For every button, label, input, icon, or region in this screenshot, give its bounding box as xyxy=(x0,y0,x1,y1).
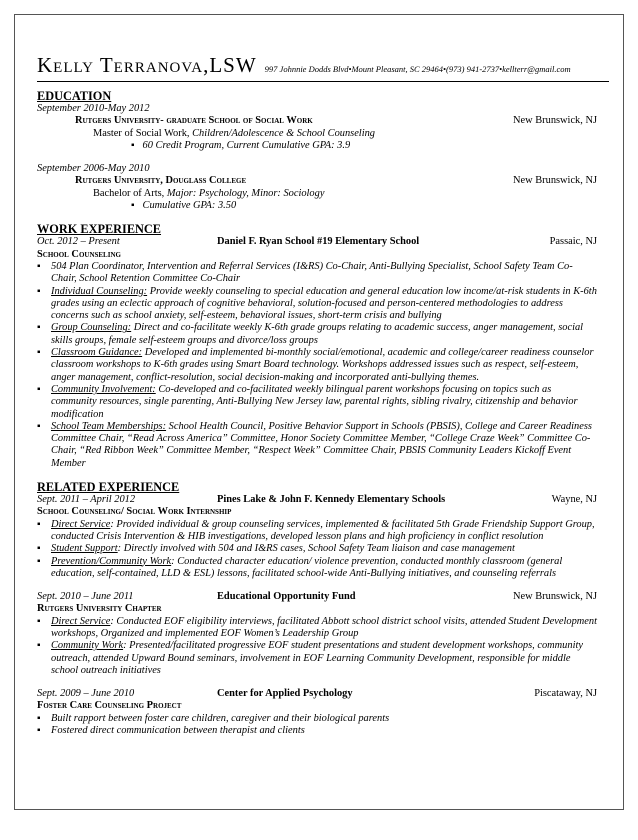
edu-detail: ▪ Cumulative GPA: 3.50 xyxy=(37,200,597,212)
resume-body xyxy=(37,89,597,737)
list-item xyxy=(37,556,597,581)
edu-school-row xyxy=(37,115,597,127)
related-job xyxy=(37,591,597,677)
job-location: Passaic, NJ xyxy=(549,236,597,248)
job-org: Daniel F. Ryan School #19 Elementary School xyxy=(217,236,420,248)
list-item xyxy=(37,384,597,421)
related-job xyxy=(37,494,597,580)
job-dates: Sept. 2009 – June 2010 xyxy=(37,688,135,700)
bullet-text: Provide weekly counseling to special education and general education low income/at-risk students in K-6th grades using an eclectic approach of cognitive behavioral, solution-focused and person-centered methodologies to address concerns such as school anxiety, self-esteem, behavioral issues, short-term crisis and bullying xyxy=(51,285,597,322)
edu-degree xyxy=(37,188,597,200)
bullet-text: : Provided individual & group counseling services, implemented & facilitated 5th Grade Friendship Support Group, conducted Crisis Intervention & HIB investigations, developed lesson plans and high proficiency in conflict resolution xyxy=(51,518,595,542)
job-bullets xyxy=(37,616,597,677)
job-org: Educational Opportunity Fund xyxy=(217,591,356,603)
list-item xyxy=(37,725,597,737)
job-header xyxy=(37,591,597,603)
bullet-text: School Health Council, Positive Behavior Support in Schools (PBSIS), College and Career Readiness Committee Chair, “Read Across America” Committee, Honor Society Committee Member, “College Craze Week” Committee Co-Chair, “Red Ribbon Week” Committee Member, “Respect Week” Committee Chair, PBSIS Community Leaders Kickoff Event Member xyxy=(51,420,592,469)
list-item xyxy=(37,261,597,286)
degree-name: Master of Social Work, xyxy=(93,127,193,139)
degree-focus: Children/Adolescence & School Counseling xyxy=(192,127,375,139)
edu-detail: ▪ 60 Credit Program, Current Cumulative GPA: 3.9 xyxy=(37,140,597,152)
degree-name: Bachelor of Arts, xyxy=(93,187,167,199)
edu-school: Rutgers University- graduate School of Social Work xyxy=(75,115,313,127)
education-heading: EDUCATION xyxy=(37,89,112,103)
bullet-label: Community Work xyxy=(51,640,124,652)
work-bullets xyxy=(37,261,597,470)
work-heading: WORK EXPERIENCE xyxy=(37,222,162,237)
list-item xyxy=(37,616,597,641)
bullet-text: Co-developed and co-facilitated weekly bilingual parent workshops focusing on topics such as community resources, single parenting, Anti-Bullying New Jersey law, parental rights, sibling rivalry, citizenship and behavior modification xyxy=(51,383,578,420)
list-item xyxy=(37,286,597,323)
contact-info: 997 Johnnie Dodds Blvd•Mount Pleasant, SC 29464•(973) 941-2737•kellterr@gmail.com xyxy=(264,64,571,74)
bullet-label: Community Involvement: xyxy=(51,383,156,395)
candidate-name: Kelly Terranova,LSW xyxy=(37,53,257,77)
bullet-label: Direct Service xyxy=(51,615,111,627)
bullet-text: : Conducted EOF eligibility interviews, facilitated Abbott school district school visits, attended Student Development workshops, Organized and implemented EOF Women’s Leadership Group xyxy=(51,615,597,639)
degree-focus: Major: Psychology, Minor: Sociology xyxy=(166,187,325,199)
edu-location: New Brunswick, NJ xyxy=(513,175,597,187)
job-dates: Sept. 2010 – June 2011 xyxy=(37,591,134,603)
edu-dates: September 2006-May 2010 xyxy=(37,163,150,175)
job-location: Wayne, NJ xyxy=(551,494,597,506)
education-entry xyxy=(37,163,597,212)
bullet-label: School Team Memberships: xyxy=(51,420,167,432)
edu-degree xyxy=(37,128,597,140)
bullet-label: Individual Counseling: xyxy=(51,285,148,297)
job-role: Foster Care Counseling Project xyxy=(37,700,182,712)
bullet-label: Direct Service xyxy=(51,518,111,530)
job-org: Pines Lake & John F. Kennedy Elementary Schools xyxy=(217,494,446,506)
header-divider xyxy=(37,81,609,82)
list-item xyxy=(37,543,597,555)
related-job xyxy=(37,688,597,737)
job-role: Rutgers University Chapter xyxy=(37,603,162,615)
job-role: School Counseling xyxy=(37,248,121,260)
bullet-text: : Directly involved with 504 and I&RS cases, School Safety Team liaison and case management xyxy=(117,543,515,555)
list-item xyxy=(37,347,597,384)
list-item xyxy=(37,713,597,725)
job-dates: Sept. 2011 – April 2012 xyxy=(37,494,136,506)
list-item xyxy=(37,519,597,544)
list-item xyxy=(37,322,597,347)
list-item xyxy=(37,640,597,677)
bullet-label: Classroom Guidance: xyxy=(51,347,143,359)
bullet-text: Fostered direct communication between therapist and clients xyxy=(51,725,305,737)
job-header xyxy=(37,236,597,248)
job-role: School Counseling/ Social Work Internship xyxy=(37,506,232,518)
bullet-text: : Conducted character education/ violence prevention, conducted monthly classroom (general education, self-contained, LLD & ESL) lessons, facilitated school-wide Anti-Bullying initiatives, and counseling referrals xyxy=(51,555,563,579)
job-bullets xyxy=(37,519,597,580)
bullet-text: 504 Plan Coordinator, Intervention and Referral Services (I&RS) Co-Chair, Anti-Bullying Specialist, School Safety Team Co-Chair, School Retention Committee Co-Chair xyxy=(51,260,573,285)
bullet-label: Student Support xyxy=(51,543,118,555)
education-entry xyxy=(37,103,597,152)
bullet-label: Prevention/Community Work xyxy=(51,555,172,567)
job-header xyxy=(37,494,597,506)
bullet-text: Developed and implemented bi-monthly social/emotional, academic and college/career readiness counselor classroom workshops to K-6th grades using Smart Board technology. Workshops addressed issues such as respect, self-esteem, anger management, conflict-resolution, social decision-making and incorporated anti-bullying themes. xyxy=(51,347,594,383)
edu-dates: September 2010-May 2012 xyxy=(37,103,150,114)
job-header xyxy=(37,688,597,700)
edu-location: New Brunswick, NJ xyxy=(513,115,597,127)
bullet-text: Built rapport between foster care children, caregiver and their biological parents xyxy=(51,712,390,724)
bullet-label: Group Counseling: xyxy=(51,322,132,334)
job-location: Piscataway, NJ xyxy=(534,688,597,700)
edu-school: Rutgers University, Douglass College xyxy=(75,175,247,187)
resume-header xyxy=(37,53,609,78)
job-dates: Oct. 2012 – Present xyxy=(37,236,120,248)
job-bullets xyxy=(37,713,597,738)
resume-page xyxy=(14,14,624,810)
list-item xyxy=(37,421,597,470)
job-org: Center for Applied Psychology xyxy=(217,688,353,700)
related-heading: RELATED EXPERIENCE xyxy=(37,480,180,495)
bullet-text: : Presented/facilitated progressive EOF student presentations and student development workshops, community outreach, attended Upward Bound seminars, involvement in EOF Learning Community Development, responsible for middle school outreach initiatives xyxy=(51,640,583,676)
job-location: New Brunswick, NJ xyxy=(513,591,597,603)
bullet-text: Direct and co-facilitate weekly K-6th grade groups relating to academic success, anger management, social skills groups, female self-esteem groups and divorce/loss groups xyxy=(51,322,584,346)
edu-school-row xyxy=(37,175,597,187)
